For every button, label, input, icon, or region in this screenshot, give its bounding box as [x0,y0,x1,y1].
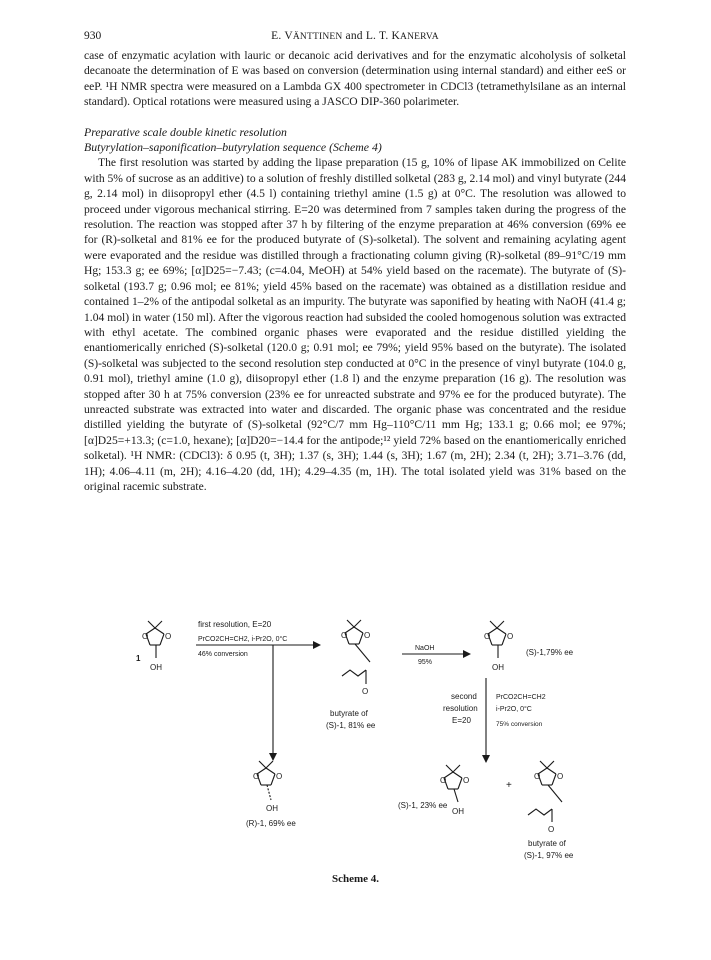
s1-79-label: (S)-1,79% ee [526,648,574,657]
butyrate-81-structure [341,620,370,696]
page-number: 930 [84,30,102,42]
yield-95-label: 95% [418,659,433,666]
section-heading: Preparative scale double kinetic resolution [84,124,287,139]
solketal-r-69-structure [253,761,282,813]
butyrate-of-label-1: butyrate of [330,709,368,718]
svg-text:O: O [440,776,447,785]
svg-text:O: O [364,631,371,640]
reaction-scheme [0,610,711,890]
svg-text:O: O [557,772,564,781]
second-label: second [451,692,477,701]
plus-sign: + [506,780,512,791]
svg-text:O: O [484,632,491,641]
solketal-racemic-structure [136,621,171,672]
naoh-label: NaOH [415,645,435,652]
reagent-1-label: PrCO2CH=CH2, i-Pr2O, 0°C [198,636,288,643]
scheme-drawing [0,610,711,880]
conversion-2-label: 75% conversion [496,721,543,728]
s1-81-label: (S)-1, 81% ee [326,721,376,730]
svg-text:OH: OH [492,663,504,672]
running-header [84,30,626,48]
page [84,30,626,494]
svg-text:OH: OH [452,807,464,816]
svg-text:O: O [548,825,555,834]
article-body [84,48,626,494]
body-paragraph: The first resolution was started by adding the lipase preparation (15 g, 10% of lipase AK immobilized on Celite with 5% of sucrose as an additive) to a solution of freshly distilled solketal (283 g, 2.14 mol) and vinyl butyrate (244 g, 2.14 mol) in diisopropyl ether (4.5 l) containing triethyl amine (1.5 g) at 0°C. The resolution was allowed to proceed under vigorous mechanical stirring. E=20 was determined from 7 samples taken during the progress of the resolution. The reaction was stopped after 37 h by filtering of the enzyme preparation at 46% conversion (69% ee for (R)-solketal and 81% ee for the produced butyrate of (S)-solketal). The solvent and remaining acylating agent were evaporated and the residue was distilled through a fractionating column giving (R)-solketal (89–91°C/19 mm Hg; 153.3 g; ee 69%; [α]D25=−7.43; (c=4.04, MeOH) at 54% yield based on the racemate). The butyrate of (S)-solketal (193.7 g; 0.96 mol; ee 81%; yield 45% based on the racemate) was obtained as a distillation residue and contained 1–2% of the antipodal solketal as an impurity. The butyrate was saponified by heating with NaOH (41.4 g; 1.04 mol) in water (150 ml). After the vigorous reaction had subsided the cooled homogenous solution was extracted with ethyl acetate. The combined organic phases were evaporated and the residue distilled yielding the enantiomerically enriched (S)-solketal (120.0 g; 0.91 mol; ee 79%; yield 95% based on the butyrate). The isolated (S)-solketal was subjected to the second resolution step conducted at 0°C in the presence of vinyl butyrate (104.0 g, 0.91 mol), triethyl amine (1.0 g), diisopropyl ether (1.8 l) and the enzyme preparation (16 g). The resolution was stopped after 30 h at 75% conversion (23% ee for unreacted substrate and 97% ee for the produced butyrate). The unreacted substrate was extracted into water and discarded. The organic phase was concentrated and the residue distilled yielding the butyrate of (S)-solketal (92°C/7 mm Hg–110°C/11 mm Hg; 133.1 g; 0.66 mol; ee 97%; [α]D25=+13.3; (c=1.0, hexane); [α]D20=−14.4 for the antipode;¹² yield 72% based on the enantiomerically enriched solketal). ¹H NMR: (CDCl3): δ 0.95 (t, 3H); 1.37 (s, 3H); 1.44 (s, 3H); 1.67 (m, 2H); 2.34 (t, 2H); 3.71–3.76 (dd, 1H); 4.06–4.11 (m, 2H); 4.16–4.20 (dd, 1H); 4.29–4.35 (m, 1H). The total isolated yield was 31% based on the original racemic substrate. [84,156,626,493]
svg-text:O: O [507,632,514,641]
svg-text:O: O [362,687,369,696]
svg-text:O: O [142,632,149,641]
solketal-s-79-structure [484,621,513,672]
svg-text:O: O [463,776,470,785]
scheme-caption: Scheme 4. [331,873,380,885]
running-head: E. VÄNTTINEN and L. T. KANERVA [271,30,439,42]
reagent-2a-label: PrCO2CH=CH2 [496,694,546,701]
svg-text:O: O [534,772,541,781]
svg-text:O: O [253,772,260,781]
first-resolution-label: first resolution, E=20 [198,620,272,629]
svg-text:OH: OH [266,804,278,813]
intro-paragraph: case of enzymatic acylation with lauric or decanoic acid derivatives and for the enzymatic alcoholysis of solketal decanoate the determination of E was based on conversion (determination using internal standard) and either eeS or eeP. ¹H NMR spectra were measured on a Lambda GX 400 spectrometer in CDCl3 (tetramethylsilane as an internal standard). Optical rotations were measured using a JASCO DIP-360 polarimeter. [84,49,626,109]
r1-69-label: (R)-1, 69% ee [246,819,296,828]
butyrate-of-label-2: butyrate of [528,839,566,848]
s1-23-label: (S)-1, 23% ee [398,801,448,810]
reagent-2b-label: i-Pr2O, 0°C [496,706,532,713]
svg-text:1: 1 [136,654,141,663]
svg-text:O: O [165,632,172,641]
svg-text:O: O [341,631,348,640]
svg-text:O: O [276,772,283,781]
resolution-label: resolution [443,704,478,713]
svg-text:OH: OH [150,663,162,672]
butyrate-97-structure [528,761,563,834]
subsection-heading: Butyrylation–saponification–butyrylation sequence (Scheme 4) [84,140,382,155]
e20-label: E=20 [452,716,471,725]
conversion-1-label: 46% conversion [198,651,248,658]
s1-97-label: (S)-1, 97% ee [524,851,574,860]
